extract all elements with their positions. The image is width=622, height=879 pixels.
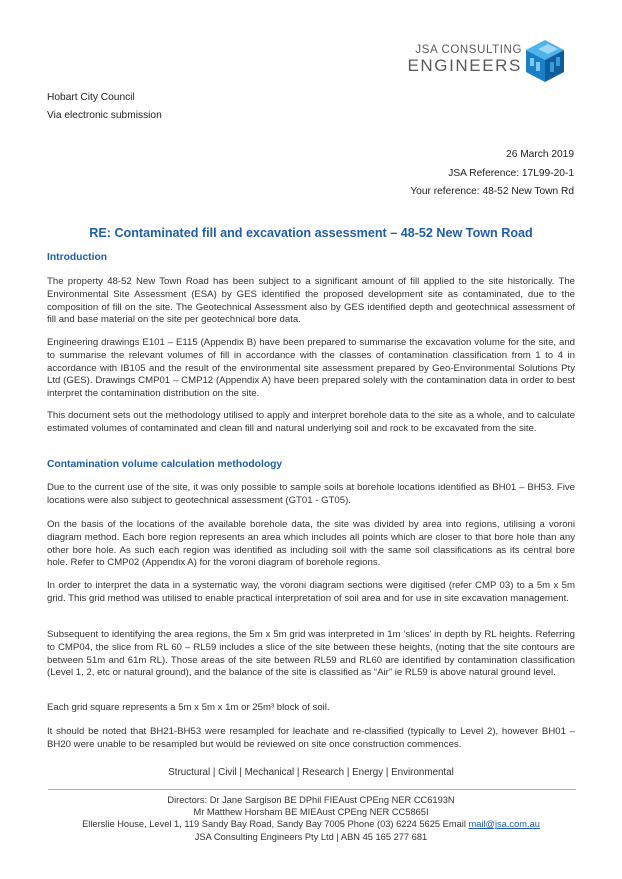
footer-address: Ellerslie House, Level 1, 119 Sandy Bay Road, Sandy Bay 7005 Phone (03) 6224 5625 Email — [82, 819, 466, 830]
recipient-delivery: Via electronic submission — [47, 110, 162, 121]
logo-line-1: JSA CONSULTING — [415, 44, 522, 56]
cube-logo-icon — [524, 38, 566, 84]
jsa-reference: JSA Reference: 17L99-20-1 — [448, 167, 574, 179]
your-reference: Your reference: 48-52 New Town Rd — [410, 186, 574, 197]
method-paragraph-2: On the basis of the locations of the available borehole data, the site was divided by area into regions, utilising a voroni diagram method. Each bore region represents an area which includes all points which are closer to that bore hole than any other bore hole. As such each region was identified as including soil with the same soil classifications as its central bore hole. Refer to CMP02 (Appendix A) for the voroni diagram of borehole regions. — [47, 519, 575, 569]
company-logo-text — [392, 44, 522, 75]
intro-paragraph-3: This document sets out the methodology utilised to apply and interpret borehole data to the site as a whole, and to calculate estimated volumes of contaminated and clean fill and natural underlying soil and rock to be excavated from the site. — [47, 410, 575, 434]
method-paragraph-6: It should be noted that BH21-BH53 were resampled for leachate and re-classified (typically to Level 2), however BH01 – BH20 were unable to be resampled but would be reviewed on site once construction commences. — [47, 726, 575, 750]
intro-paragraph-2: Engineering drawings E101 – E115 (Appendix B) have been prepared to summarise the excavation volume for the site, and to summarise the relevant volumes of fill in accordance with the classes of contamination classification from 1 to 4 in accordance with IB105 and the result of the environmental site assessment prepared by Geo-Environmental Solutions Pty Ltd (GES). Drawings CMP01 – CMP12 (Appendix A) have been prepared solely with the contamination data in order to best interpret the contamination distribution on the site. — [47, 337, 575, 400]
method-heading: Contamination volume calculation methodology — [47, 459, 283, 470]
method-paragraph-3: In order to interpret the data in a systematic way, the voroni diagram sections were digitised (refer CMP 03) to a 5m x 5m grid. This grid method was utilised to enable practical interpretation of soil area and for use in site excavation management. — [47, 580, 575, 604]
footer-company: JSA Consulting Engineers Pty Ltd | ABN 45 165 277 681 — [194, 831, 428, 842]
intro-paragraph-1: The property 48-52 New Town Road has been subject to a significant amount of fill applied to the site historically. The Environmental Site Assessment (ESA) by GES identified the proposed development site as contaminated, due to the composition of fill on the site. The Geotechnical Assessment also by GES identified depth and geotechnical assessment of fill and base material on the site per geotechnical bore data. — [47, 276, 575, 326]
method-paragraph-4: Subsequent to identifying the area regions, the 5m x 5m grid was interpreted in 1m ‘slices’ in depth by RL heights. Referring to CMP04, the slice from RL 60 – RL59 includes a slice of the site between these heights, (noting that the site contours are between 51m and 61m RL). Those areas of the site between RL59 and RL60 are identified by contamination classification (Level 1, 2, etc or natural ground), and the balance of the site is classified as “Air” ie RL59 is above natural ground level. — [47, 629, 575, 679]
intro-heading: Introduction — [47, 252, 108, 263]
footer-email-link[interactable]: mail@jsa.com.au — [468, 819, 540, 830]
letter-meta — [410, 146, 574, 202]
logo-line-2: ENGINEERS — [407, 56, 522, 75]
footer-address-line — [0, 818, 622, 830]
method-paragraph-5: Each grid square represents a 5m x 5m x 1m or 25m³ block of soil. — [47, 702, 330, 713]
footer-director-2: Mr Matthew Horsham BE MIEAust CPEng NER CC5865I — [193, 807, 429, 818]
letter-date: 26 March 2019 — [506, 149, 574, 160]
letter-title: RE: Contaminated fill and excavation assessment – 48-52 New Town Road — [89, 226, 533, 240]
footer-divider — [48, 789, 576, 790]
services-tagline: Structural | Civil | Mechanical | Research | Energy | Environmental — [168, 767, 454, 778]
method-paragraph-1: Due to the current use of the site, it was only possible to sample soils at borehole locations identified as BH01 – BH53. Five locations were also subject to geotechnical assessment (GT01 - GT05). — [47, 482, 575, 506]
recipient-name: Hobart City Council — [47, 92, 135, 103]
recipient-block — [47, 89, 162, 125]
footer-directors: Directors: Dr Jane Sargison BE DPhil FIEAust CPEng NER CC6193N — [167, 795, 455, 805]
letter-footer — [0, 794, 622, 843]
